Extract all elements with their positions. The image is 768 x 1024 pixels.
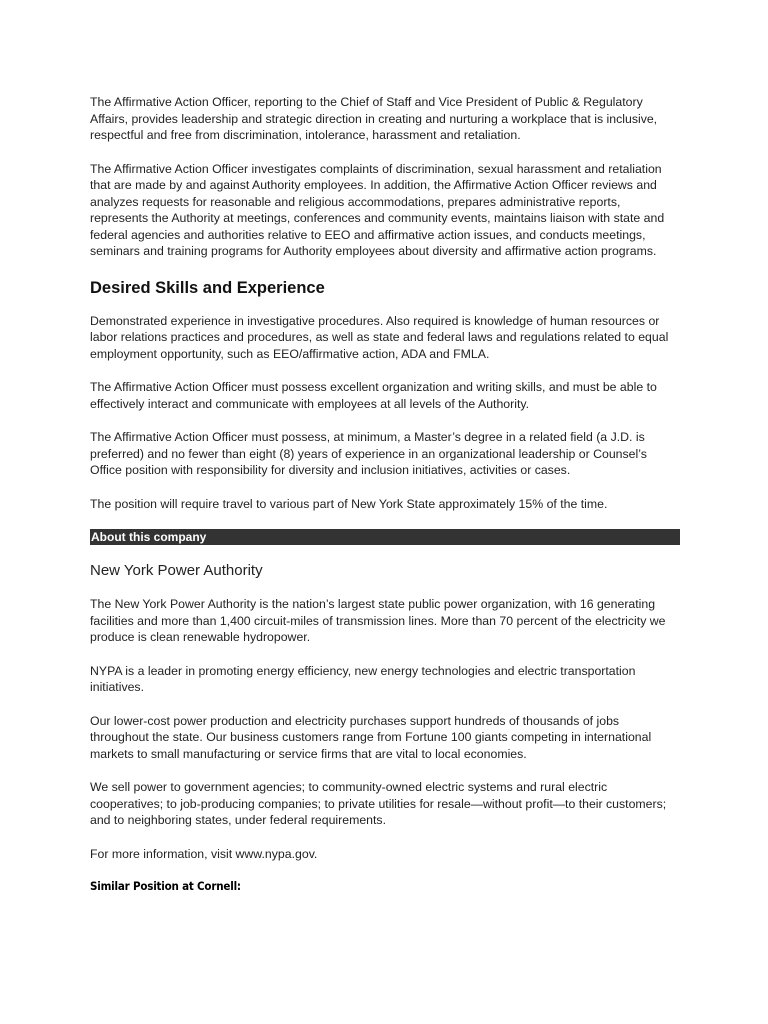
skills-paragraph-2: The Affirmative Action Officer must possess excellent organization and writing skills, and must be able to effectively interact and communicate with employees at all levels of the Authority. xyxy=(90,380,657,411)
about-paragraph-4: We sell power to government agencies; to community-owned electric systems and rural electric cooperatives; to job-producing companies; to private utilities for resale—without profit—to their customers; and to neighboring states, under federal requirements. xyxy=(90,780,667,827)
company-name: New York Power Authority xyxy=(90,562,263,579)
intro-paragraph-1: The Affirmative Action Officer, reporting to the Chief of Staff and Vice President of Public & Regulatory Affairs, provides leadership and strategic direction in creating and nurturing a workplace that is inclusive, respectful and free from discrimination, intolerance, harassment and retaliation. xyxy=(90,95,658,142)
document-page xyxy=(90,94,680,894)
about-paragraph-2: NYPA is a leader in promoting energy efficiency, new energy technologies and electric transportation initiatives. xyxy=(90,663,636,694)
skills-paragraph-4: The position will require travel to various part of New York State approximately 15% of the time. xyxy=(90,496,608,511)
skills-paragraph-3: The Affirmative Action Officer must possess, at minimum, a Master’s degree in a related field (a J.D. is preferred) and no fewer than eight (8) years of experience in an organizational leadership or Counsel’s Office position with responsibility for diversity and inclusion initiatives, activities or cases. xyxy=(90,430,647,477)
about-paragraph-1: The New York Power Authority is the nation’s largest state public power organization, with 16 generating facilities and more than 1,400 circuit-miles of transmission lines. More than 70 percent of the electricity we produce is clean renewable hydropower. xyxy=(90,597,666,644)
skills-heading: Desired Skills and Experience xyxy=(90,278,325,297)
skills-paragraph-1: Demonstrated experience in investigative procedures. Also required is knowledge of human resources or labor relations practices and procedures, as well as state and federal laws and regulations related to equal employment opportunity, such as EEO/affirmative action, ADA and FMLA. xyxy=(90,313,669,361)
similar-position-label: Similar Position at Cornell: xyxy=(90,879,241,893)
intro-paragraph-2: The Affirmative Action Officer investigates complaints of discrimination, sexual harassment and retaliation that are made by and against Authority employees. In addition, the Affirmative Action Officer reviews and analyzes requests for reasonable and religious accommodations, prepares administrative reports, represents the Authority at meetings, conferences and community events, maintains liaison with state and federal agencies and authorities relative to EEO and affirmative action issues, and conducts meetings, seminars and training programs for Authority employees about diversity and affirmative action programs. xyxy=(90,161,665,258)
about-paragraph-3: Our lower-cost power production and electricity purchases support hundreds of thousands of jobs throughout the state. Our business customers range from Fortune 100 giants competing in international markets to small manufacturing or service firms that are vital to local economies. xyxy=(90,713,652,761)
about-paragraph-5: For more information, visit www.nypa.gov. xyxy=(90,846,318,861)
about-company-bar: About this company xyxy=(90,529,680,545)
